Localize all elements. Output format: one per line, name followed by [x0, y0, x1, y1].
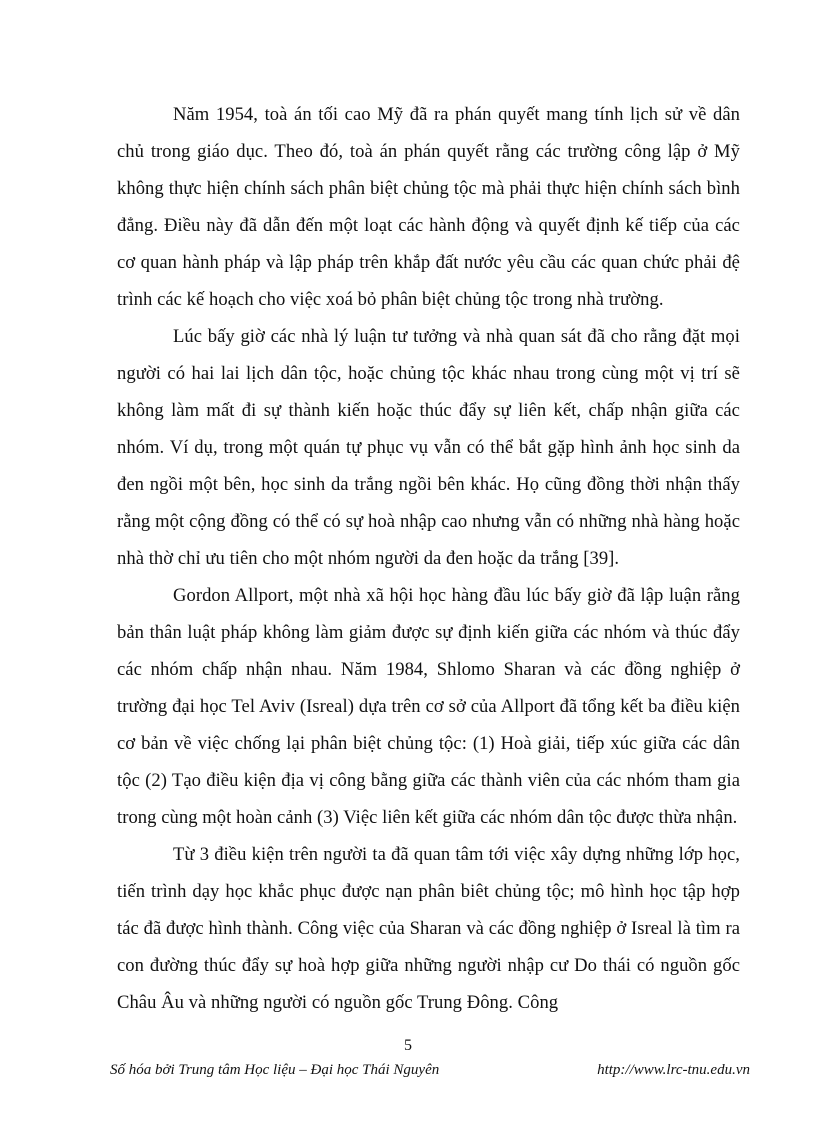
paragraph: Lúc bấy giờ các nhà lý luận tư tưởng và nhà quan sát đã cho rằng đặt mọi người có hai lai lịch dân tộc, hoặc chủng tộc khác nhau trong cùng một vị trí sẽ không làm mất đi sự thành kiến hoặc thúc đẩy sự liên kết, chấp nhận giữa các nhóm. Ví dụ, trong một quán tự phục vụ vẫn có thể bắt gặp hình ảnh học sinh da đen ngồi một bên, học sinh da trắng ngồi bên khác. Họ cũng đồng thời nhận thấy rằng một cộng đồng có thể có sự hoà nhập cao nhưng vẫn có những nhà hàng hoặc nhà thờ chỉ ưu tiên cho một nhóm người da đen hoặc da trắng [39].	[117, 326, 740, 569]
paragraph: Năm 1954, toà án tối cao Mỹ đã ra phán quyết mang tính lịch sử về dân chủ trong giáo dục. Theo đó, toà án phán quyết rằng các trường công lập ở Mỹ không thực hiện chính sách phân biệt chủng tộc mà phải thực hiện chính sách bình đẳng. Điều này đã dẫn đến một loạt các hành động và quyết định kế tiếp của các cơ quan hành pháp và lập pháp trên khắp đất nước yêu cầu các quan chức phải đệ trình các kế hoạch cho việc xoá bỏ phân biệt chủng tộc trong nhà trường.	[117, 104, 740, 310]
paragraph: Gordon Allport, một nhà xã hội học hàng đầu lúc bấy giờ đã lập luận rằng bản thân luật pháp không làm giảm được sự định kiến giữa các nhóm và thúc đẩy các nhóm chấp nhận nhau. Năm 1984, Shlomo Sharan và các đồng nghiệp ở trường đại học Tel Aviv (Isreal) dựa trên cơ sở của Allport đã tổng kết ba điều kiện cơ bản về việc chống lại phân biệt chủng tộc: (1) Hoà giải, tiếp xúc giữa các dân tộc (2) Tạo điều kiện địa vị công bằng giữa các thành viên của các nhóm tham gia trong cùng một hoàn cảnh (3) Việc liên kết giữa các nhóm dân tộc được thừa nhận.	[117, 585, 740, 828]
paragraph: Từ 3 điều kiện trên người ta đã quan tâm tới việc xây dựng những lớp học, tiến trình dạy học khắc phục được nạn phân biêt chủng tộc; mô hình học tập hợp tác đã được hình thành. Công việc của Sharan và các đồng nghiệp ở Isreal là tìm ra con đường thúc đẩy sự hoà hợp giữa những người nhập cư Do thái có nguồn gốc Châu Âu và những người có nguồn gốc Trung Đông. Công	[117, 844, 740, 1013]
page-number: 5	[404, 1037, 412, 1054]
footer-source: Số hóa bởi Trung tâm Học liệu – Đại học Thái Nguyên	[110, 1062, 440, 1078]
body-text	[117, 96, 740, 1021]
footer-url: http://www.lrc-tnu.edu.vn	[597, 1062, 750, 1078]
